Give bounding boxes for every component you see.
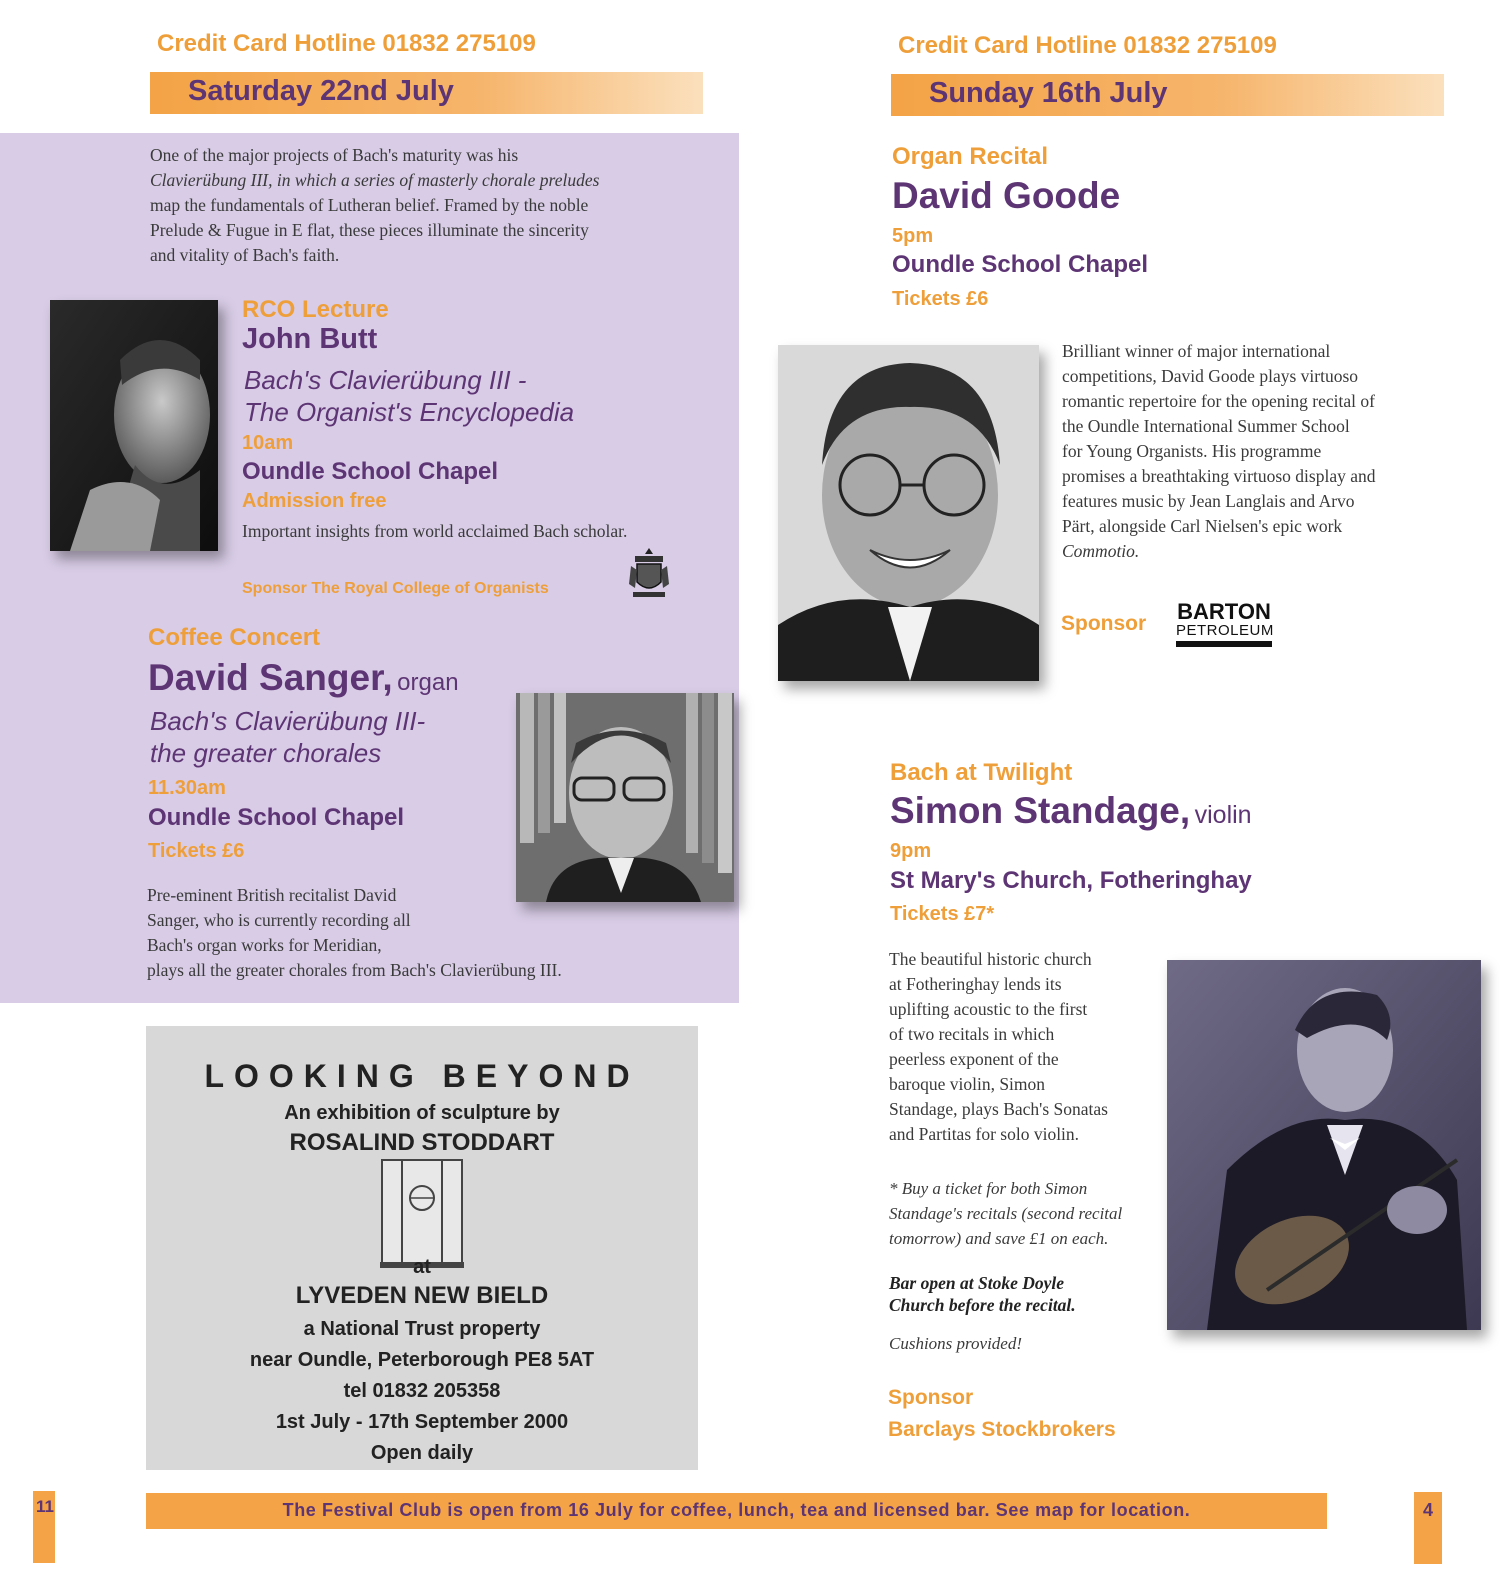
twilight-note-line: tomorrow) and save £1 on each. <box>889 1229 1109 1248</box>
organ-desc-line: Commotio. <box>1062 541 1140 561</box>
coffee-kind: Coffee Concert <box>148 624 321 651</box>
coffee-desc-line: plays all the greater chorales from Bach's Clavierübung III. <box>147 960 562 980</box>
ad-line1: An exhibition of sculpture by <box>284 1102 560 1124</box>
lecture-name: John Butt <box>242 323 378 355</box>
twilight-cushions: Cushions provided! <box>889 1334 1023 1353</box>
organ-desc-line: Pärt, alongside Carl Nielsen's epic work <box>1062 516 1343 536</box>
twilight-performer <box>890 790 1252 832</box>
coffee-desc-line: Sanger, who is currently recording all <box>147 910 411 930</box>
organ-desc-line: romantic repertoire for the opening recital of <box>1062 391 1375 411</box>
twilight-description <box>889 947 1159 1147</box>
twilight-sponsor-name: Barclays Stockbrokers <box>888 1418 1116 1441</box>
organ-description <box>1062 339 1462 564</box>
organ-desc-line: for Young Organists. His programme <box>1062 441 1322 461</box>
logo-line2: PETROLEUM <box>1176 622 1274 639</box>
left-page-number-tab <box>33 1491 55 1563</box>
ad-line4: tel 01832 205358 <box>343 1380 501 1402</box>
intro-line: Prelude & Fugue in E flat, these pieces illuminate the sincerity <box>150 220 589 240</box>
ad-line3: near Oundle, Peterborough PE8 5AT <box>249 1349 595 1371</box>
lecture-price: Admission free <box>242 490 387 512</box>
left-hotline: Credit Card Hotline 01832 275109 <box>157 30 536 57</box>
exhibition-advert <box>146 1026 698 1470</box>
right-date-band <box>891 74 1444 116</box>
organ-name: David Goode <box>892 175 1121 216</box>
lecture-venue: Oundle School Chapel <box>242 458 499 485</box>
right-hotline: Credit Card Hotline 01832 275109 <box>898 32 1277 59</box>
festival-club-notice: The Festival Club is open from 16 July for coffee, lunch, tea and licensed bar. See map for location. <box>282 1500 1191 1520</box>
twilight-time: 9pm <box>890 840 932 862</box>
right-page-number: 4 <box>1423 1500 1434 1520</box>
intro-line: and vitality of Bach's faith. <box>150 245 340 265</box>
organ-price: Tickets £6 <box>892 288 989 310</box>
logo-line1: BARTON <box>1177 599 1271 624</box>
john-butt-photo <box>50 300 218 551</box>
intro-line: One of the major projects of Bach's maturity was his <box>150 145 519 165</box>
twilight-instrument: violin <box>1194 801 1252 829</box>
twilight-desc-line: baroque violin, Simon <box>889 1074 1046 1094</box>
coffee-venue: Oundle School Chapel <box>148 804 405 831</box>
twilight-price: Tickets £7* <box>890 903 995 925</box>
simon-standage-photo <box>1167 960 1481 1330</box>
ad-line5: 1st July - 17th September 2000 <box>275 1411 569 1433</box>
twilight-note <box>889 1176 1159 1251</box>
twilight-bar <box>889 1272 1076 1316</box>
twilight-desc-line: peerless exponent of the <box>889 1049 1059 1069</box>
twilight-note-line: Standage's recitals (second recital <box>889 1204 1123 1223</box>
twilight-desc-line: at Fotheringhay lends its <box>889 974 1062 994</box>
coffee-title <box>150 705 425 769</box>
organ-desc-line: Brilliant winner of major international <box>1062 341 1331 361</box>
right-page-number-tab <box>1414 1492 1442 1564</box>
organ-sponsor-label: Sponsor <box>1061 612 1147 635</box>
coffee-title-line2: the greater chorales <box>150 738 382 768</box>
coffee-price: Tickets £6 <box>148 840 245 862</box>
david-sanger-photo <box>516 693 734 902</box>
intro-line: map the fundamentals of Lutheran belief. Framed by the noble <box>150 195 589 215</box>
lecture-title <box>244 364 574 428</box>
right-date: Sunday 16th July <box>929 77 1168 109</box>
left-page-number: 11 <box>36 1497 54 1516</box>
festival-club-band <box>146 1493 1327 1529</box>
sculpture-icon <box>380 1158 464 1268</box>
ad-place: LYVEDEN NEW BIELD <box>295 1282 549 1309</box>
twilight-bar-line2: Church before the recital. <box>889 1295 1076 1315</box>
ad-artist: ROSALIND STODDART <box>289 1129 555 1156</box>
lecture-description: Important insights from world acclaimed Bach scholar. <box>242 521 628 541</box>
coffee-instrument: organ <box>397 669 459 696</box>
ad-headline: LOOKING BEYOND <box>204 1058 640 1094</box>
twilight-note-line: * Buy a ticket for both Simon <box>889 1179 1088 1198</box>
lecture-title-line1: Bach's Clavierübung III - <box>244 365 527 395</box>
lecture-sponsor: Sponsor The Royal College of Organists <box>242 580 549 597</box>
organ-time: 5pm <box>892 225 934 247</box>
lecture-kind: RCO Lecture <box>242 296 389 323</box>
ad-line2: a National Trust property <box>303 1318 541 1340</box>
coffee-desc-line: Bach's organ works for Meridian, <box>147 935 382 955</box>
left-date-band <box>150 72 703 114</box>
organ-kind: Organ Recital <box>892 143 1049 170</box>
twilight-desc-line: of two recitals in which <box>889 1024 1055 1044</box>
ad-at: at <box>413 1256 431 1278</box>
lecture-title-line2: The Organist's Encyclopedia <box>244 397 575 427</box>
lecture-time: 10am <box>242 432 294 454</box>
twilight-sponsor-label: Sponsor <box>888 1386 974 1409</box>
coffee-name: David Sanger, <box>148 657 393 698</box>
coffee-performer <box>148 657 459 699</box>
coffee-desc-line: Pre-eminent British recitalist David <box>147 885 397 905</box>
twilight-desc-line: uplifting acoustic to the first <box>889 999 1088 1019</box>
twilight-desc-line: and Partitas for solo violin. <box>889 1124 1080 1144</box>
organ-desc-line: promises a breathtaking virtuoso display and <box>1062 466 1376 486</box>
coffee-time: 11.30am <box>148 777 226 799</box>
logo-bar <box>1176 641 1272 647</box>
left-date: Saturday 22nd July <box>188 75 454 107</box>
coffee-title-line1: Bach's Clavierübung III- <box>150 706 426 736</box>
left-intro <box>150 143 710 268</box>
coffee-description <box>147 883 687 983</box>
organ-desc-line: the Oundle International Summer School <box>1062 416 1350 436</box>
intro-line: Clavierübung III, in which a series of masterly chorale preludes <box>150 170 600 190</box>
organ-desc-line: features music by Jean Langlais and Arvo <box>1062 491 1355 511</box>
organ-venue: Oundle School Chapel <box>892 251 1149 278</box>
barton-petroleum-logo <box>1176 601 1272 647</box>
twilight-name: Simon Standage, <box>890 790 1191 831</box>
david-goode-photo <box>778 345 1039 681</box>
ad-line6: Open daily <box>370 1442 474 1464</box>
organ-desc-line: competitions, David Goode plays virtuoso <box>1062 366 1359 386</box>
twilight-venue: St Mary's Church, Fotheringhay <box>890 867 1252 894</box>
twilight-desc-line: The beautiful historic church <box>889 949 1092 969</box>
twilight-kind: Bach at Twilight <box>890 759 1073 786</box>
twilight-bar-line1: Bar open at Stoke Doyle <box>889 1273 1064 1293</box>
twilight-desc-line: Standage, plays Bach's Sonatas <box>889 1099 1108 1119</box>
rco-crest-logo <box>627 544 671 602</box>
